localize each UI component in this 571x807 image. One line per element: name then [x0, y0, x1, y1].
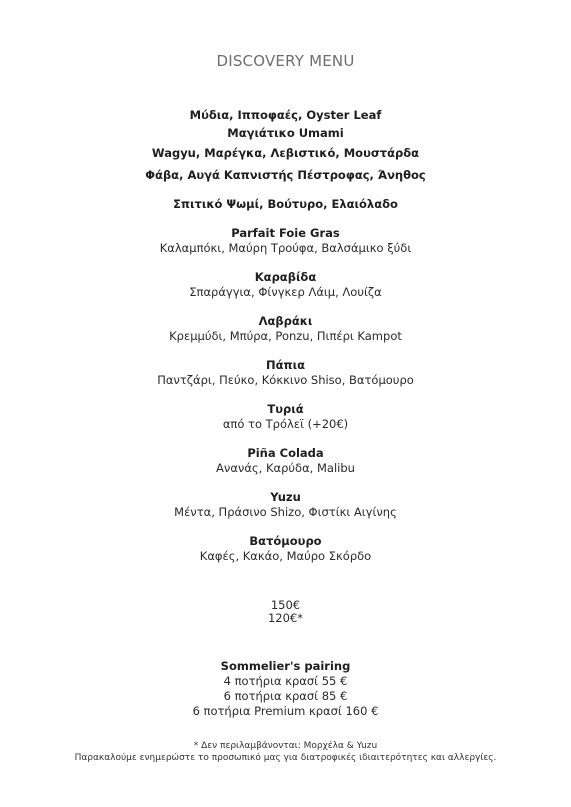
- allergy-notice: Παρακαλούμε ενημερώστε το προσωπικό μας για διατροφικές ιδιαιτερότητες και αλλεργίες.: [74, 753, 497, 763]
- course-description: από το Τρόλεϊ (+20€): [222, 417, 349, 431]
- pairing-option: 6 ποτήρια κρασί 85 €: [223, 689, 348, 703]
- course-description: Κρεμμύδι, Μπύρα, Ponzu, Πιπέρι Kampot: [169, 329, 402, 343]
- course-description: Μέντα, Πράσινο Shizo, Φιστίκι Αιγίνης: [174, 505, 397, 519]
- course-name: Τυριά: [267, 402, 304, 416]
- amuse-item: Μύδια, Ιπποφαές, Oyster Leaf: [189, 108, 382, 122]
- course-description: Καφές, Κακάο, Μαύρο Σκόρδο: [199, 549, 372, 563]
- bread-course: Σπιτικό Ψωμί, Βούτυρο, Ελαιόλαδο: [173, 197, 398, 211]
- amuse-item: Μαγιάτικο Umami: [227, 126, 344, 140]
- course-description: Σπαράγγια, Φίνγκερ Λάιμ, Λουίζα: [189, 285, 382, 299]
- pairing-title: Sommelier's pairing: [220, 659, 351, 673]
- course-name: Piña Colada: [247, 446, 324, 460]
- course-description: Παντζάρι, Πεύκο, Κόκκινο Shiso, Βατόμουρο: [157, 373, 414, 387]
- amuse-item: Φάβα, Αυγά Καπνιστής Πέστροφας, Άνηθος: [145, 168, 426, 182]
- course-name: Βατόμουρο: [249, 534, 322, 548]
- course-name: Parfait Foie Gras: [231, 226, 340, 240]
- menu-price: 150€: [270, 598, 301, 612]
- course-description: Καλαμπόκι, Μαύρη Τρούφα, Βαλσάμικο ξύδι: [159, 241, 412, 255]
- page-title: DISCOVERY MENU: [216, 52, 355, 70]
- course-name: Καραβίδα: [254, 270, 317, 284]
- amuse-item: Wagyu, Μαρέγκα, Λεβιστικό, Μουστάρδα: [151, 146, 420, 160]
- footnote: * Δεν περιλαμβάνονται: Μορχέλα & Yuzu: [193, 741, 378, 751]
- menu-price: 120€*: [267, 611, 304, 625]
- course-name: Πάπια: [265, 358, 305, 372]
- course-name: Λαβράκι: [258, 314, 313, 328]
- course-name: Yuzu: [270, 490, 301, 504]
- pairing-option: 4 ποτήρια κρασί 55 €: [223, 674, 348, 688]
- pairing-option: 6 ποτήρια Premium κρασί 160 €: [192, 704, 379, 718]
- course-description: Ανανάς, Καρύδα, Malibu: [216, 461, 355, 475]
